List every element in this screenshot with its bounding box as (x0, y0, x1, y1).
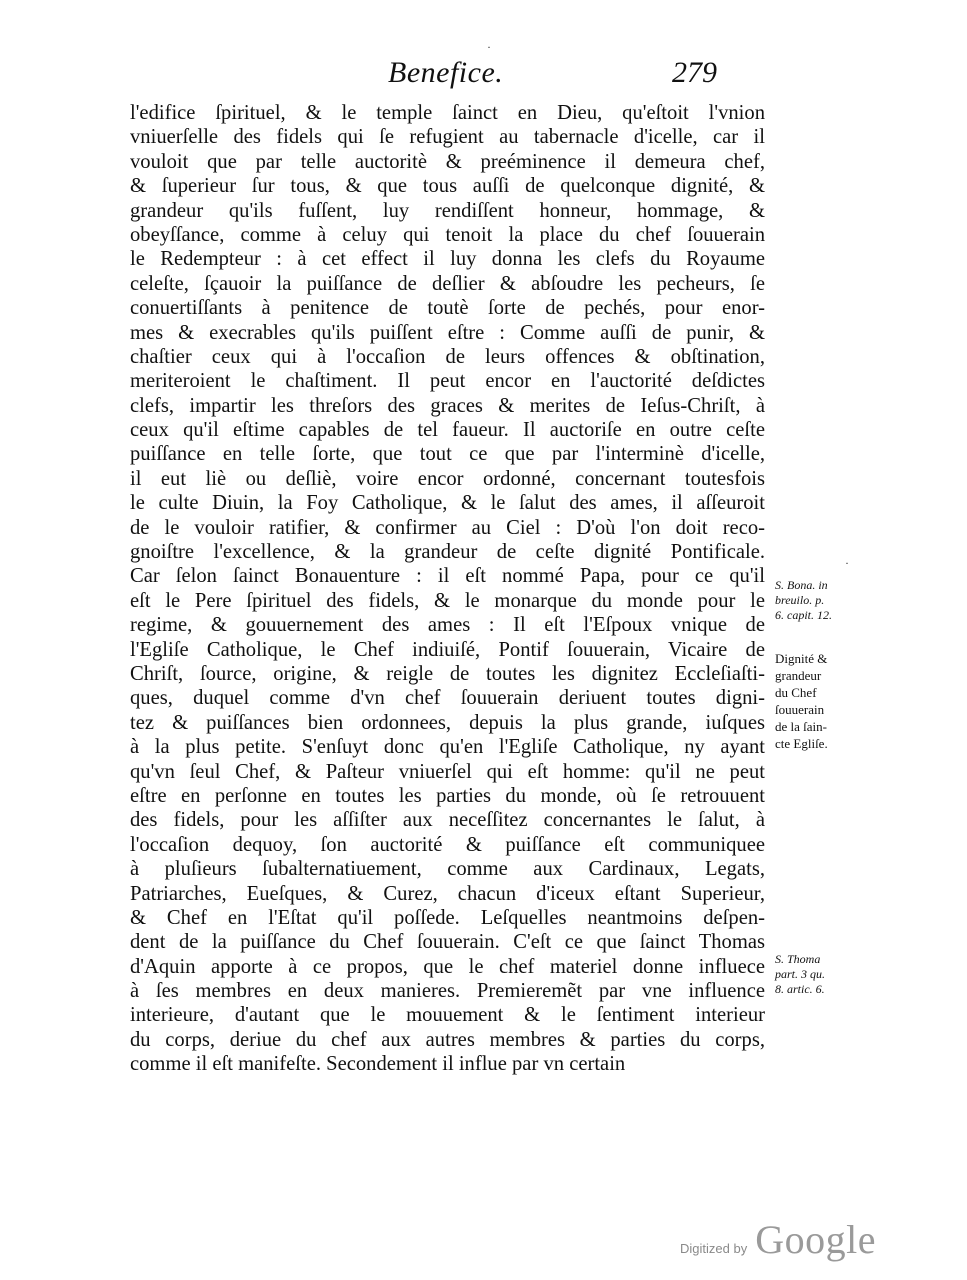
text-line: l'edifice ſpirituel, & le temple ſainct en Dieu, qu'eſtoit l'vnion (130, 102, 765, 124)
text-line: il eut liè ou deſliè, voire encor ordonné, concernant toutesfois (130, 467, 765, 490)
margin-note-line: S. Thoma (775, 952, 821, 966)
text-line: chaſtier ceux qui à l'occaſion de leurs offences & obſtination, (130, 345, 765, 368)
body-text (130, 101, 765, 1077)
digitized-by-watermark (680, 1216, 876, 1263)
text-line: grandeur qu'ils fuſſent, luy rendiſſent honneur, hommage, & (130, 199, 765, 222)
page-number: 279 (672, 56, 717, 89)
text-line: gnoiſtre l'excellence, & la grandeur de ceſte dignité Pontificale. (130, 541, 765, 564)
text-line: Patriarches, Eueſques, & Curez, chacun d'iceux eſtant Superieur, (130, 882, 765, 905)
margin-note-thomas (775, 952, 867, 997)
text-line: mes & execrables qu'ils puiſſent eſtre : Comme auſſi de punir, & (130, 321, 765, 344)
margin-note-line: S. Bona. in (775, 578, 828, 592)
margin-note-line: Dignité & (775, 651, 828, 666)
text-line: à ſes membres en deux manieres. Premieremẽt par vne influence (130, 980, 765, 1003)
text-line: qu'vn ſeul Chef, & Paſteur vniuerſel qui eſt homme: qu'il ne peut (130, 760, 765, 783)
text-line: eſt le Pere ſpirituel des fidels, & le monarque du monde pour le (130, 589, 765, 612)
margin-note-line: du Chef (775, 685, 817, 700)
text-line: & ſuperieur ſur tous, & que tous auſſi de quelconque dignité, & (130, 175, 765, 198)
text-line: regime, & gouuernement des ames : Il eſt l'Eſpoux vnique de (130, 614, 765, 637)
text-line: conuertiſſants à penitence de toutè ſorte de pechés, pour enor- (130, 297, 765, 320)
text-line: de le vouloir ratifier, & confirmer au Ciel : D'où l'on doit reco- (130, 516, 765, 539)
text-line: d'Aquin apporte à ce propos, que le chef materiel donne influece (130, 955, 765, 978)
google-logo: Google (755, 1217, 876, 1262)
margin-note-dignite (775, 650, 867, 752)
margin-note-line: ſouuerain (775, 702, 825, 717)
text-line: obeyſſance, comme à celuy qui tenoit la place du chef ſouuerain (130, 223, 765, 246)
text-line: tez & puiſſances bien ordonnees, depuis la plus grande, iuſques (130, 711, 765, 734)
text-line: le culte Diuin, la Foy Catholique, & le ſalut des ames, il aſſeuroit (130, 492, 765, 515)
text-line: meriteroient le chaſtiment. Il peut encor en l'auctorité deſdictes (130, 370, 765, 393)
text-line: interieure, d'autant que le mouuement & le ſentiment interieur (130, 1004, 765, 1027)
text-line: celeſte, ſçauoir la puiſſance de deſlier & abſoudre les pecheurs, ſe (130, 272, 765, 295)
margin-note-line: de la ſain- (775, 719, 827, 734)
text-line: dent de la puiſſance du Chef ſouuerain. C'eſt ce que ſainct Thomas (130, 931, 765, 954)
margin-note-line: grandeur (775, 668, 822, 683)
margin-note-line: cte Egliſe. (775, 736, 828, 751)
margin-note-line: breuilo. p. (775, 593, 825, 607)
text-line: du corps, deriue du chef aux autres membres & parties du corps, (130, 1028, 765, 1051)
text-line: l'Egliſe Catholique, le Chef indiuiſé, Pontif ſouuerain, Vicaire de (130, 638, 765, 661)
text-line: & Chef en l'Eſtat qu'il poſſede. Leſquelles neantmoins deſpen- (130, 906, 765, 929)
text-line: des fidels, pour les aſſiſter aux neceſſitez concernantes le ſalut, à (130, 809, 765, 832)
stray-mark: · (487, 40, 491, 54)
text-line: le Redempteur : à cet effect il luy donna les clefs du Royaume (130, 248, 765, 271)
text-line: clefs, impartir les threſors des graces & merites de Ieſus-Chriſt, à (130, 394, 765, 417)
text-line: vouloit que par telle auctoritè & preéminence il demeura chef, (130, 150, 765, 173)
text-line: à la plus petite. S'enſuyt donc qu'en l'Egliſe Catholique, ny ayant (130, 736, 765, 759)
text-line: l'occaſion dequoy, ſon auctorité & puiſſance eſt communiquee (130, 833, 765, 856)
margin-note-line: 6. capit. 12. (775, 608, 832, 622)
text-line: puiſſance en telle ſorte, que tout ce que par l'interminè d'icelle, (130, 443, 765, 466)
text-line: Car ſelon ſainct Bonauenture : il eſt nommé Papa, pour ce qu'il (130, 565, 765, 588)
text-line: Chriſt, ſource, origine, & reigle de toutes les dignitez Eccleſiaſti- (130, 662, 765, 685)
running-title: Benefice. (388, 56, 504, 89)
text-line: comme il eſt manifeſte. Secondement il influe par vn certain (130, 1053, 626, 1076)
stray-mark: · (845, 556, 849, 570)
text-line: eſtre en perſonne en toutes les parties du monde, où ſe retrouuent (130, 784, 765, 807)
margin-note-line: 8. artic. 6. (775, 982, 825, 996)
margin-note-bonaventure (775, 578, 867, 623)
text-line: vniuerſelle des fidels qui ſe refugient au tabernacle d'icelle, car il (130, 126, 765, 149)
text-line: ques, duquel comme d'vn chef ſouuerain deriuent toutes digni- (130, 687, 765, 710)
text-line: ceux qu'il eſtime capables de tel faueur. Il auctoriſe en outre ceſte (130, 419, 765, 442)
digitized-by-text: Digitized by (680, 1241, 748, 1256)
margin-note-line: part. 3 qu. (775, 967, 826, 981)
text-line: à pluſieurs ſubalternatiuement, comme aux Cardinaux, Legats, (130, 858, 765, 881)
